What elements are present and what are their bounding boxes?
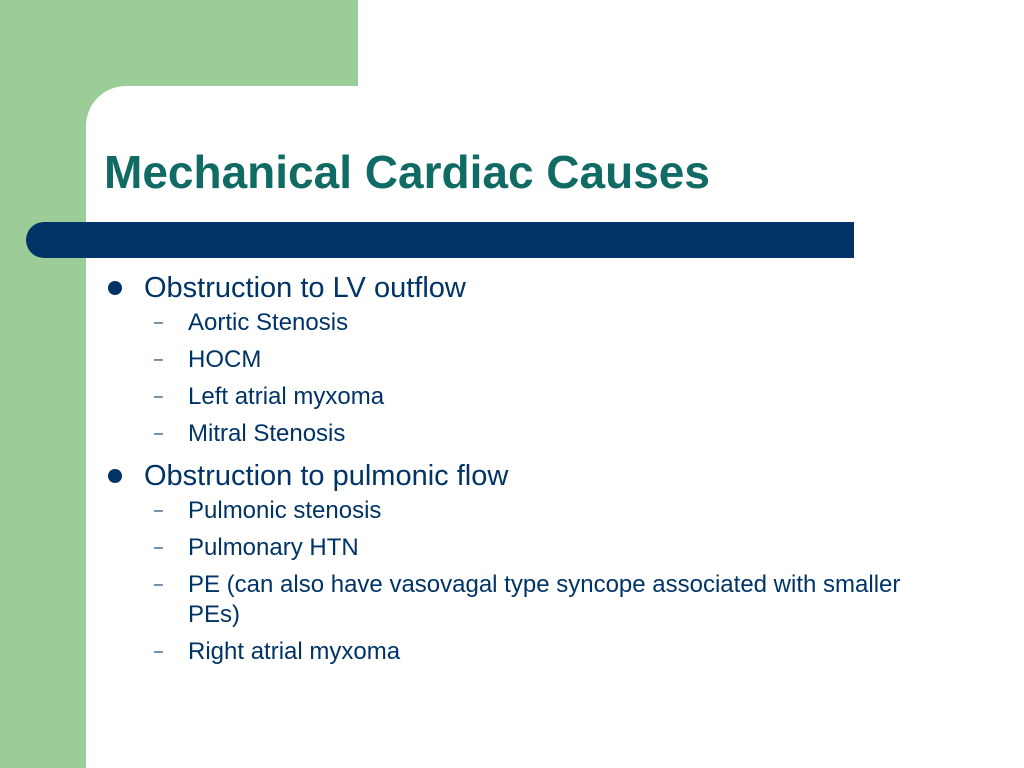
sub-item — [104, 570, 948, 630]
bullet-item — [104, 456, 964, 496]
bullet-dot-icon — [108, 469, 122, 483]
sub-item — [104, 496, 948, 526]
sub-item-text: PE (can also have vasovagal type syncope associated with smaller PEs) — [188, 571, 901, 628]
dash-icon: – — [154, 314, 163, 331]
dash-icon: – — [154, 576, 163, 593]
sub-item — [104, 308, 948, 338]
sub-item-text: Mitral Stenosis — [188, 420, 346, 447]
bullet-dot-icon — [108, 281, 122, 295]
dash-icon: – — [154, 388, 163, 405]
sub-item — [104, 637, 948, 667]
bullet-text: Obstruction to pulmonic flow — [144, 460, 509, 492]
bullet-text: Obstruction to LV outflow — [144, 272, 466, 304]
sub-item-text: HOCM — [188, 346, 262, 373]
sub-list — [104, 308, 964, 449]
sub-item-text: Aortic Stenosis — [188, 309, 349, 336]
dash-icon: – — [154, 539, 163, 556]
sub-item — [104, 382, 948, 412]
sub-item — [104, 419, 948, 449]
sub-item-text: Left atrial myxoma — [188, 383, 385, 410]
dash-icon: – — [154, 425, 163, 442]
sub-item-text: Right atrial myxoma — [188, 638, 401, 665]
bullet-item — [104, 268, 964, 308]
dash-icon: – — [154, 643, 163, 660]
title-underline-bar — [26, 222, 854, 258]
slide-title: Mechanical Cardiac Causes — [104, 146, 710, 198]
dash-icon: – — [154, 351, 163, 368]
sub-item-text: Pulmonic stenosis — [188, 497, 382, 524]
sub-item — [104, 345, 948, 375]
dash-icon: – — [154, 502, 163, 519]
sub-list — [104, 496, 964, 667]
sub-item — [104, 533, 948, 563]
sub-item-text: Pulmonary HTN — [188, 534, 359, 561]
bullet-list — [104, 268, 964, 674]
